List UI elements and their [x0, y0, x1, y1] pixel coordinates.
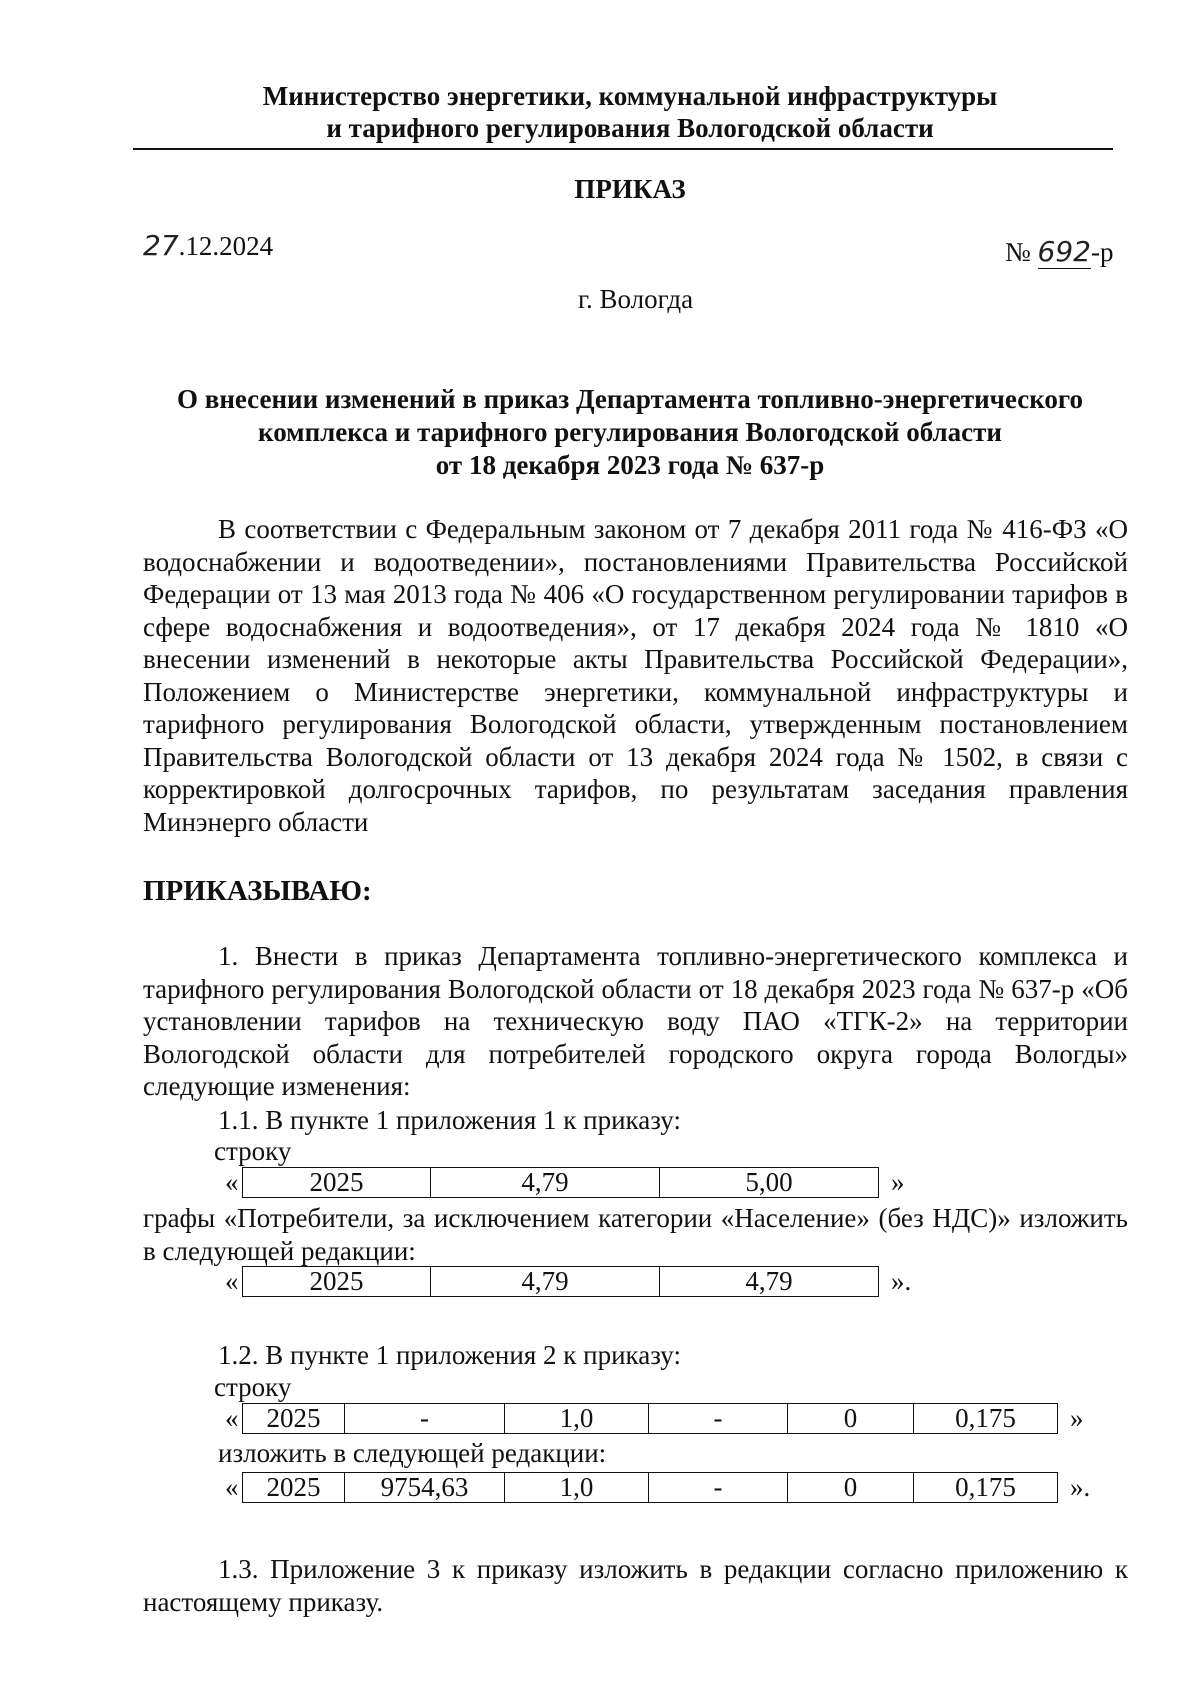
- item-1-1-new-table: [242, 1266, 879, 1297]
- item-1-2-old-table: [242, 1403, 1058, 1434]
- item-1-1-middle-text: графы «Потребители, за исключением категории «Население» (без НДС)» изложить в следующей редакции:: [143, 1203, 1128, 1266]
- order-number: [1005, 236, 1113, 269]
- doc-type: ПРИКАЗ: [574, 174, 686, 204]
- order-date: [143, 230, 273, 262]
- open-quote: «: [225, 1472, 239, 1502]
- table-cell: 0,175: [914, 1404, 1058, 1434]
- item-1-1-old-row: [225, 1167, 905, 1198]
- table-cell: -: [649, 1404, 788, 1434]
- table-cell: 2025: [243, 1267, 431, 1297]
- title-line2: комплекса и тарифного регулирования Вологодской области: [258, 417, 1002, 447]
- item-1-1-row-word: строку: [214, 1136, 292, 1166]
- date-rest: .12.2024: [178, 231, 274, 261]
- preamble: В соответствии с Федеральным законом от 7 декабря 2011 года № 416-ФЗ «О водоснабжении и водоотведении», постановлениями Правительства Российской Федерации от 13 мая 2013 года № 406 «О государственном регулировании тарифов в сфере водоснабжения и водоотведения», от 17 декабря 2024 года № 1810 «О внесении изменений в некоторые акты Правительства Российской Федерации», Положением о Министерстве энергетики, коммунальной инфраструктуры и тарифного регулирования Вологодской области, утвержденным постановлением Правительства Вологодской области от 13 декабря 2024 года № 1502, в связи с корректировкой долгосрочных тарифов, по результатам заседания правления Минэнерго области: [143, 514, 1128, 837]
- ministry-name-line2: и тарифного регулирования Вологодской области: [326, 113, 934, 143]
- number-suffix: -р: [1090, 237, 1114, 267]
- open-quote: «: [225, 1266, 239, 1296]
- number-prefix: №: [1005, 237, 1031, 267]
- close-quote: ».: [891, 1266, 912, 1296]
- table-cell: 2025: [243, 1404, 345, 1434]
- item-1-2-heading: 1.2. В пункте 1 приложения 2 к приказу:: [218, 1340, 681, 1370]
- title-line3: от 18 декабря 2023 года № 637-р: [435, 450, 825, 480]
- title-line1: О внесении изменений в приказ Департамента топливно-энергетического: [176, 384, 1083, 414]
- handwritten-day: 27: [143, 229, 179, 262]
- handwritten-number: 692: [1037, 235, 1091, 268]
- table-cell: -: [649, 1473, 788, 1503]
- table-cell: 1,0: [505, 1404, 649, 1434]
- item-1-2-middle-text: изложить в следующей редакции:: [218, 1438, 607, 1468]
- table-cell: 0,175: [914, 1473, 1058, 1503]
- item-1-1-heading: 1.1. В пункте 1 приложения 1 к приказу:: [218, 1105, 681, 1135]
- city: г. Вологда: [578, 284, 694, 314]
- item-1-2-old-row: [225, 1403, 1084, 1434]
- item-1-2-new-row: [225, 1472, 1090, 1503]
- close-quote: ».: [1070, 1472, 1091, 1502]
- order-word: ПРИКАЗЫВАЮ:: [143, 875, 372, 907]
- item-1-2-new-table: [242, 1472, 1058, 1503]
- table-cell: 2025: [243, 1473, 345, 1503]
- table-cell: 4,79: [660, 1267, 879, 1297]
- table-cell: 2025: [243, 1168, 431, 1198]
- table-cell: 4,79: [431, 1267, 660, 1297]
- header-rule: [133, 148, 1113, 150]
- open-quote: «: [225, 1403, 239, 1433]
- table-cell: 9754,63: [345, 1473, 505, 1503]
- item-1-1-old-table: [242, 1167, 879, 1198]
- item-1-3: 1.3. Приложение 3 к приказу изложить в редакции согласно приложению к настоящему приказу.: [143, 1554, 1128, 1617]
- ministry-name-line1: Министерство энергетики, коммунальной инфраструктуры: [262, 81, 998, 111]
- table-cell: -: [345, 1404, 505, 1434]
- item-1-2-row-word: строку: [214, 1372, 292, 1402]
- close-quote: »: [891, 1167, 905, 1197]
- table-cell: 0: [788, 1404, 914, 1434]
- item-1: 1. Внести в приказ Департамента топливно-энергетического комплекса и тарифного регулирования Вологодской области от 18 декабря 2023 года № 637-р «Об установлении тарифов на техническую воду ПАО «ТГК-2» на территории Вологодской области для потребителей городского округа города Вологды» следующие изменения:: [143, 941, 1128, 1101]
- close-quote: »: [1070, 1403, 1084, 1433]
- item-1-1-new-row: [225, 1266, 911, 1297]
- table-cell: 1,0: [505, 1473, 649, 1503]
- table-cell: 5,00: [660, 1168, 879, 1198]
- table-cell: 0: [788, 1473, 914, 1503]
- table-cell: 4,79: [431, 1168, 660, 1198]
- open-quote: «: [225, 1167, 239, 1197]
